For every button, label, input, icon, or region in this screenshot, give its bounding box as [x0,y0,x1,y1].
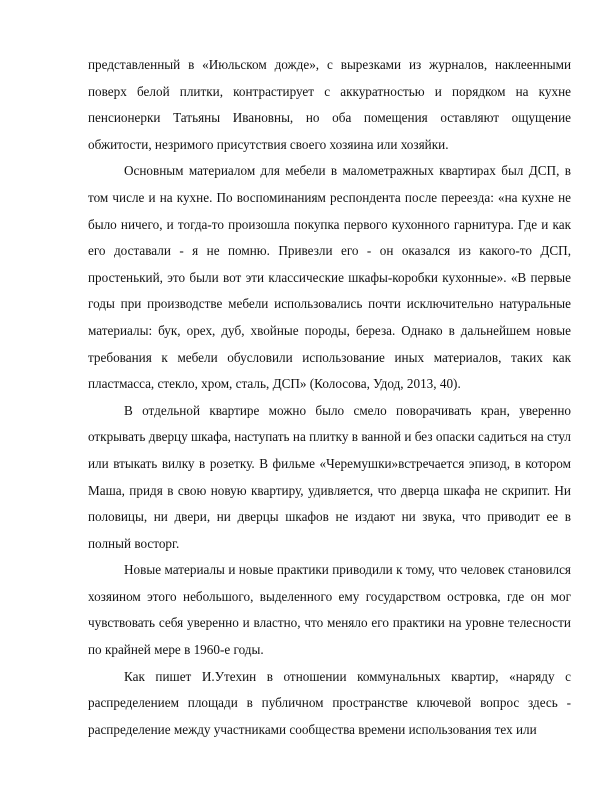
paragraph-4: Новые материалы и новые практики приводили к тому, что человек становился хозяином этого небольшого, выделенного ему государством островка, где он мог чувствовать себя уверенно и властно, что меняло его практики на уровне телесности по крайней мере в 1960-е годы. [88,562,571,658]
document-body [88,52,571,743]
paragraph-1: представленный в «Июльском дожде», с вырезками из журналов, наклеенными поверх белой плитки, контрастирует с аккуратностью и порядком на кухне пенсионерки Татьяны Ивановны, но оба помещения оставляют ощущение обжитости, незримого присутствия своего хозяина или хозяйки. [88,57,571,152]
paragraph-2: Основным материалом для мебели в малометражных квартирах был ДСП, в том числе и на кухне. По воспоминаниям респондента после переезда: «на кухне не было ничего, и тогда-то произошла покупка первого кухонного гарнитура. Где и как его доставали - я не помню. Привезли его - он оказался из какого-то ДСП, простенький, это были вот эти классические шкафы-коробки кухонные». «В первые годы при производстве мебели использовались почти исключительно натуральные материалы: бук, орех, дуб, хвойные породы, береза. Однако в дальнейшем новые требования к мебели обусловили использование иных материалов, таких как пластмасса, стекло, хром, сталь, ДСП» (Колосова, Удод, 2013, 40). [88,163,571,392]
paragraph-3: В отдельной квартире можно было смело поворачивать кран, уверенно открывать дверцу шкафа, наступать на плитку в ванной и без опаски садиться на стул или втыкать вилку в розетку. В фильме «Черемушки»встречается эпизод, в котором Маша, придя в свою новую квартиру, удивляется, что дверца шкафа не скрипит. Ни половицы, ни двери, ни дверцы шкафов не издают ни звука, что приводит ее в полный восторг. [88,402,571,551]
paragraph-5: Как пишет И.Утехин в отношении коммунальных квартир, «наряду с распределением площади в публичном пространстве ключевой вопрос здесь - распределение между участниками сообщества времени использования тех или [88,668,571,737]
